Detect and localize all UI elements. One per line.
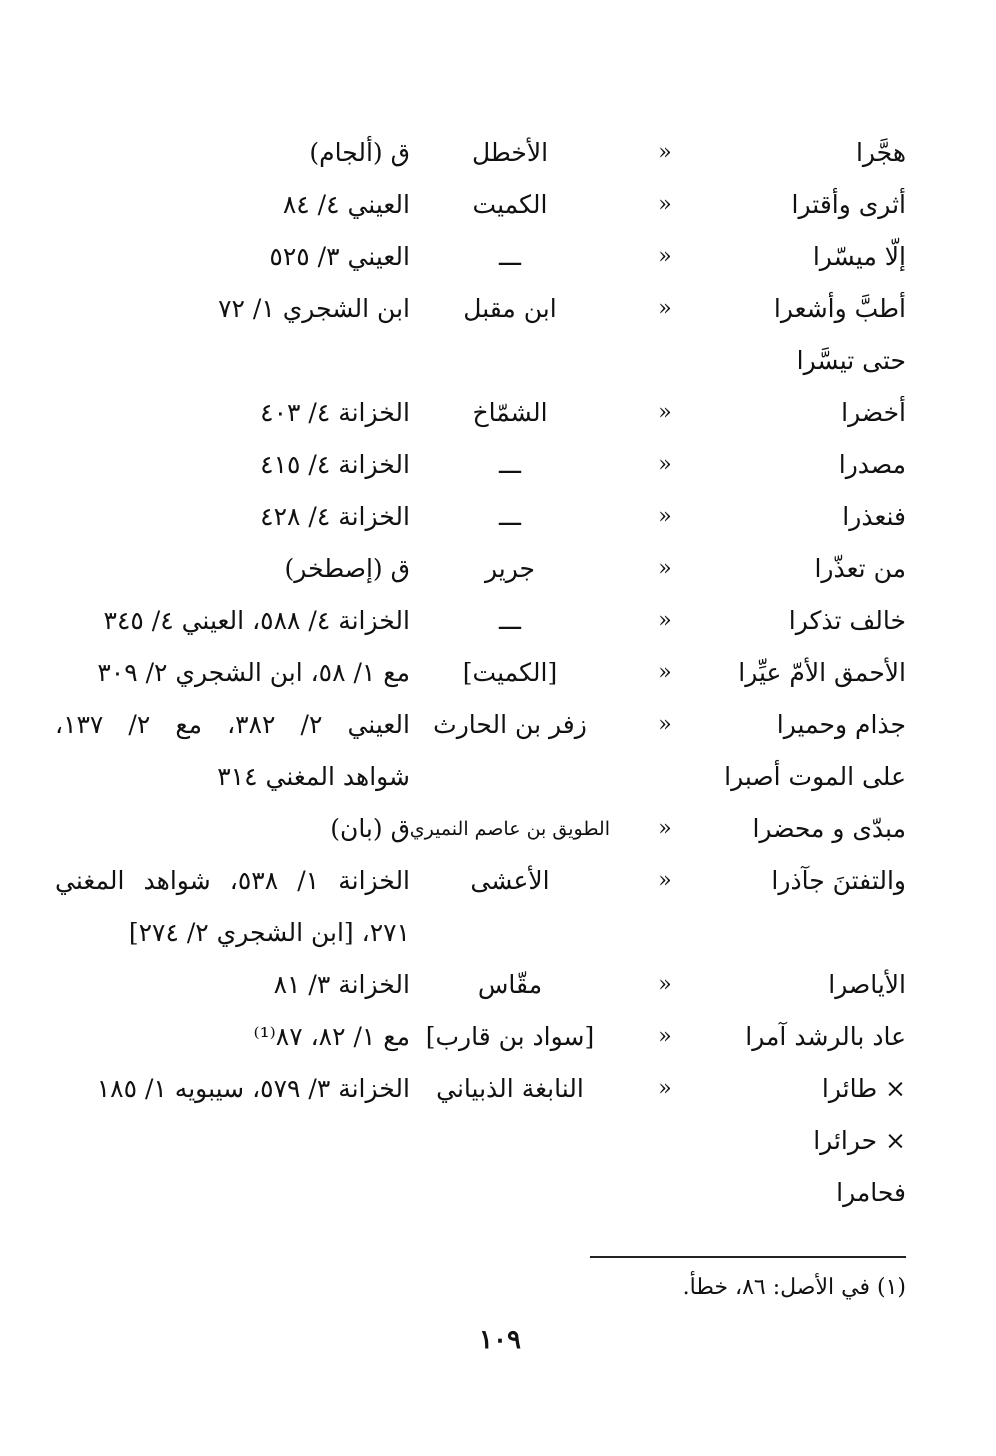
table-row: [0, 284, 996, 336]
table-row: [0, 180, 996, 232]
table-row: [0, 1012, 996, 1064]
rhyme-word: مصدرا: [838, 450, 906, 479]
table-row: [0, 232, 996, 284]
ditto-mark: «: [658, 868, 672, 893]
table-row: [0, 804, 996, 856]
rhyme-word: أخضرا: [841, 398, 906, 427]
table-row: [0, 596, 996, 648]
source-reference: ق (ألجام): [309, 138, 410, 167]
source-reference: مع ١/ ٨٢، ٨٧⁽¹⁾: [253, 1022, 410, 1051]
table-row: [0, 1064, 996, 1116]
poet-name: ـــ: [499, 606, 521, 635]
ditto-mark: «: [658, 400, 672, 425]
rhyme-word: فحامرا: [836, 1178, 906, 1207]
table-row: [0, 128, 996, 180]
rhyme-word: إلّا ميسّرا: [812, 242, 906, 271]
poet-name: الطويق بن عاصم النميري: [409, 818, 610, 840]
source-reference: الخزانة ٣/ ٨١: [273, 970, 410, 999]
rhyme-word: جذام وحميرا: [776, 710, 906, 739]
rhyme-word: والتفتنَ جآذرا: [771, 866, 906, 895]
table-row: [0, 648, 996, 700]
ditto-mark: «: [658, 608, 672, 633]
source-reference: الخزانة ٤/ ٤٢٨: [260, 502, 410, 531]
rhyme-word: × حرائرا: [813, 1126, 906, 1155]
rhyme-word: أطبَّ وأشعرا: [773, 294, 906, 323]
table-row: [0, 960, 996, 1012]
rhyme-word: فنعذرا: [842, 502, 906, 531]
ditto-mark: «: [658, 972, 672, 997]
ditto-mark: «: [658, 1024, 672, 1049]
poet-name: الكميت: [472, 190, 548, 219]
poet-name: جرير: [485, 554, 535, 583]
footnote-divider: [590, 1256, 906, 1258]
page-number: ١٠٩: [479, 1325, 521, 1355]
table-row: [0, 1116, 996, 1168]
table-row: [0, 1168, 996, 1220]
poet-name: الأخطل: [471, 138, 549, 167]
poet-name: ـــ: [499, 502, 521, 531]
source-reference: ق (بان): [330, 814, 410, 843]
ditto-mark: «: [658, 556, 672, 581]
source-reference: العيني ٤/ ٨٤: [282, 190, 410, 219]
table-row: [0, 856, 996, 908]
poet-name: ـــ: [499, 450, 521, 479]
rhyme-word: الأحمق الأمّ عيِّرا: [738, 658, 906, 687]
ditto-mark: «: [658, 1076, 672, 1101]
poet-name: [سواد بن قارب]: [425, 1022, 595, 1051]
table-row: [0, 388, 996, 440]
ditto-mark: «: [658, 660, 672, 685]
rhyme-word: على الموت أصبرا: [724, 762, 906, 791]
rhyme-word: أثرى وأقترا: [791, 190, 906, 219]
table-row: [0, 336, 996, 388]
table-row: [0, 752, 996, 804]
rhyme-word: عاد بالرشد آمرا: [745, 1022, 906, 1051]
poet-name: [الكميت]: [462, 658, 558, 687]
poet-name: زفر بن الحارث: [433, 710, 587, 739]
poet-name: الشمّاخ: [472, 398, 548, 427]
table-row: [0, 700, 996, 752]
rhyme-word: حتى تيسَّرا: [796, 346, 906, 375]
table-row: [0, 440, 996, 492]
source-reference: ٢٧١، [ابن الشجري ٢/ ٢٧٤]: [128, 918, 410, 947]
footnote: (١) في الأصل: ٨٦، خطأ.: [682, 1275, 906, 1300]
rhyme-word: الأياصرا: [828, 970, 906, 999]
poet-name: الأعشى: [470, 866, 550, 895]
source-reference: الخزانة ٤/ ٤١٥: [260, 450, 410, 479]
source-reference: الخزانة ٣/ ٥٧٩، سيبويه ١/ ١٨٥: [96, 1074, 410, 1103]
poet-name: مقّاس: [477, 970, 543, 999]
source-reference: مع ١/ ٥٨، ابن الشجري ٢/ ٣٠٩: [97, 658, 410, 687]
source-reference: ابن الشجري ١/ ٧٢: [218, 294, 410, 323]
source-reference: الخزانة ٤/ ٤٠٣: [260, 398, 410, 427]
ditto-mark: «: [658, 296, 672, 321]
table-row: [0, 908, 996, 960]
rhyme-word: × طائرا: [821, 1074, 906, 1103]
poet-name: النابغة الذبياني: [436, 1074, 584, 1103]
source-reference: ق (إصطخر): [284, 554, 410, 583]
rhyme-word: مبدّى و محضرا: [752, 814, 906, 843]
ditto-mark: «: [658, 192, 672, 217]
rhyme-word: من تعذّرا: [814, 554, 906, 583]
ditto-mark: «: [658, 140, 672, 165]
poet-name: ابن مقبل: [463, 294, 557, 323]
source-reference: العيني ٢/ ٣٨٢، مع ٢/ ١٣٧،: [55, 710, 410, 739]
ditto-mark: «: [658, 244, 672, 269]
rhyme-word: هجَّرا: [855, 138, 906, 167]
ditto-mark: «: [658, 452, 672, 477]
rhyme-word: خالف تذكرا: [788, 606, 906, 635]
ditto-mark: «: [658, 504, 672, 529]
source-reference: العيني ٣/ ٥٢٥: [269, 242, 410, 271]
source-reference: الخزانة ٤/ ٥٨٨، العيني ٤/ ٣٤٥: [103, 606, 410, 635]
table-row: [0, 544, 996, 596]
source-reference: الخزانة ١/ ٥٣٨، شواهد المغني: [55, 866, 411, 895]
ditto-mark: «: [658, 712, 672, 737]
table-row: [0, 492, 996, 544]
poet-name: ـــ: [499, 242, 521, 271]
source-reference: شواهد المغني ٣١٤: [217, 762, 410, 791]
ditto-mark: «: [658, 816, 672, 841]
